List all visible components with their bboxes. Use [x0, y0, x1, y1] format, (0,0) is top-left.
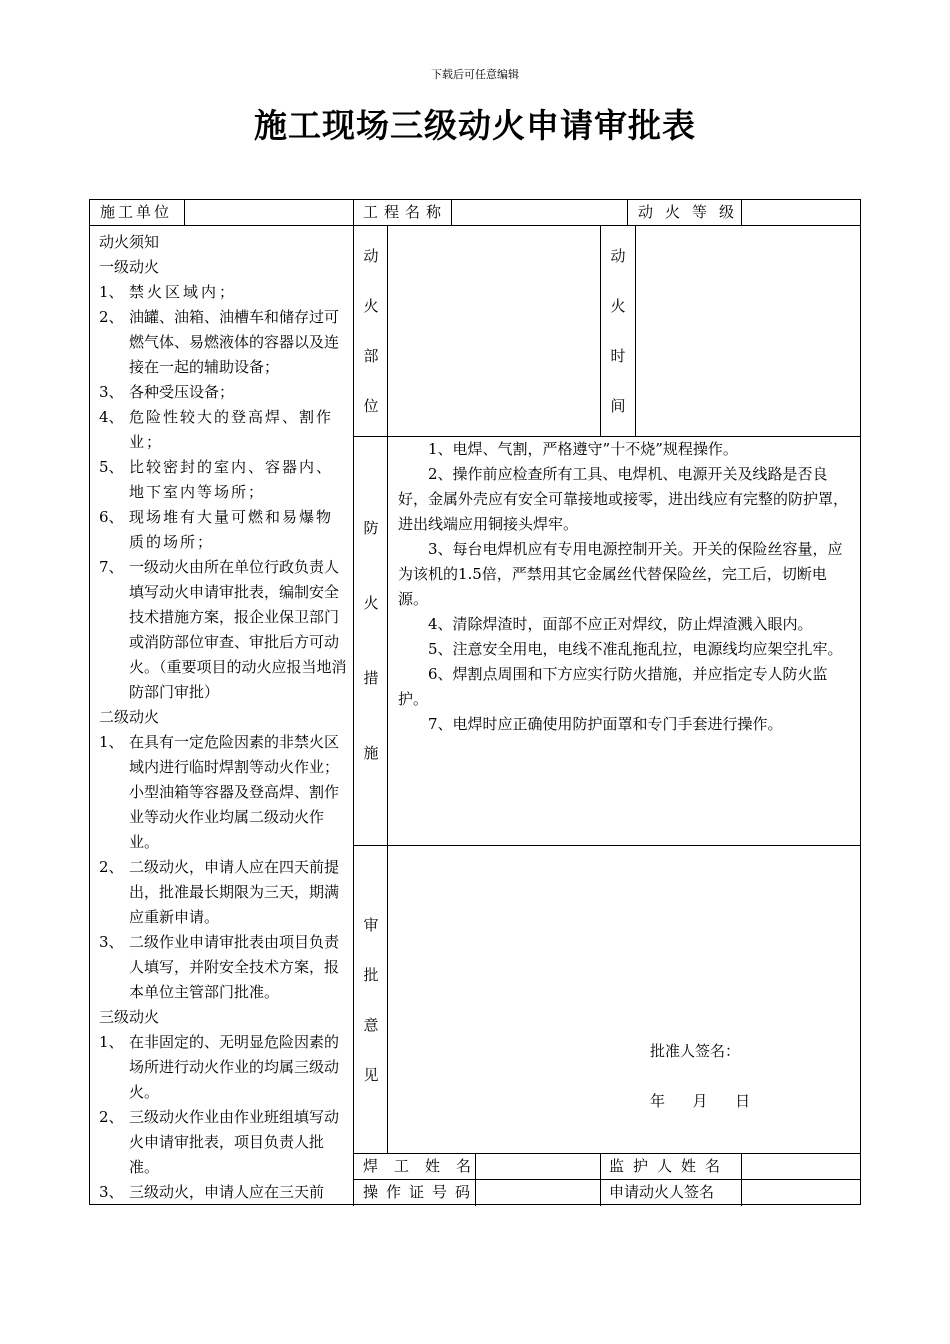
fire-level-field[interactable] — [743, 200, 858, 225]
level3-list — [99, 1030, 349, 1205]
list-item: 1、 禁火区域内； — [99, 283, 238, 301]
time-label-right-divider — [635, 225, 636, 436]
approval-opinion-label: 审 批 意 见 — [363, 916, 379, 1084]
approval-date-label: 年 月 日 — [650, 1092, 757, 1110]
measure-item: 2、操作前应检查所有工具、电焊机、电源开关及线路是否良好，金属外壳应有安全可靠接地或接零，进出线应有完整的防护罩，进出线端应用铜接头焊牢。 — [398, 465, 849, 533]
level2-title: 二级动火 — [99, 708, 160, 726]
list-item: 3、 三级动火，申请人应在三天前 — [99, 1183, 325, 1201]
fire-prevention-measures — [398, 437, 853, 737]
notice-heading: 动火须知 — [99, 233, 160, 251]
applicant-signature-field[interactable] — [743, 1180, 858, 1205]
approval-opinion-field[interactable] — [389, 847, 859, 1152]
project-label-divider — [451, 200, 452, 225]
project-name-label: 工程名称 — [363, 203, 448, 221]
welder-name-label: 焊工姓名 — [363, 1157, 488, 1175]
construction-unit-label: 施工单位 — [100, 203, 173, 221]
fire-location-field[interactable] — [389, 226, 599, 435]
supervisor-name-label: 监护人姓名 — [609, 1157, 730, 1175]
fire-notice — [99, 230, 349, 1205]
measure-item: 5、注意安全用电，电线不准乱拖乱拉，电源线均应架空扎牢。 — [428, 640, 843, 658]
level-label-left-divider — [627, 200, 628, 225]
list-item: 4、 危险性较大的登高焊、割作业； — [99, 408, 334, 451]
list-item: 3、 各种受压设备； — [99, 383, 235, 401]
measure-item: 3、每台电焊机应有专用电源控制开关。开关的保险丝容量，应为该机的1.5倍，严禁用其它金属丝代替保险丝，完工后，切断电源。 — [398, 540, 843, 608]
list-item: 3、 二级作业申请审批表由项目负责人填写，并附安全技术方案，报本单位主管部门批准。 — [99, 933, 340, 1001]
list-item: 7、 一级动火由所在单位行政负责人填写动火申请审批表，编制安全技术措施方案，报企业保卫部门或消防部位审查、审批后方可动火。（重要项目的动火应报当地消防部门审批） — [99, 558, 347, 701]
measures-row-bottom-line — [353, 845, 860, 846]
application-form — [89, 199, 861, 1205]
fire-time-field[interactable] — [637, 226, 859, 435]
approver-signature-label: 批准人签名： — [650, 1042, 741, 1060]
header-note: 下载后可任意编辑 — [431, 68, 519, 81]
cert-number-field[interactable] — [477, 1180, 599, 1205]
list-item: 6、 现场堆有大量可燃和易爆物质的场所； — [99, 508, 334, 551]
applicant-signature-label: 申请动火人签名 — [609, 1183, 715, 1201]
bottom-label-divider-3 — [741, 1153, 742, 1206]
project-name-field[interactable] — [453, 200, 625, 225]
level3-title: 三级动火 — [99, 1008, 160, 1026]
welder-name-field[interactable] — [477, 1154, 599, 1179]
page-title: 施工现场三级动火申请审批表 — [254, 106, 696, 145]
bottom-label-divider-2 — [600, 1153, 601, 1206]
list-item: 2、 二级动火，申请人应在四天前提出，批准最长期限为三天，期满应重新申请。 — [99, 858, 340, 926]
measure-item: 6、焊割点周围和下方应实行防火措施，并应指定专人防火监护。 — [398, 665, 828, 708]
cert-number-label: 操作证号码 — [363, 1183, 479, 1201]
list-item: 1、 在非固定的、无明显危险因素的场所进行动火作业的均属三级动火。 — [99, 1033, 340, 1101]
list-item: 2、 三级动火作业由作业班组填写动火申请审批表，项目负责人批准。 — [99, 1108, 340, 1176]
list-item: 2、 油罐、油箱、油槽车和储存过可燃气体、易燃液体的容器以及连接在一起的辅助设备； — [99, 308, 340, 376]
level1-title: 一级动火 — [99, 258, 160, 276]
fire-time-label: 动 火 时 间 — [610, 247, 626, 415]
level1-list — [99, 280, 349, 705]
fire-level-label: 动火等级 — [638, 203, 747, 221]
list-item: 5、 比较密封的室内、容器内、地下室内等场所； — [99, 458, 334, 501]
unit-label-divider — [184, 200, 185, 225]
list-item: 1、 在具有一定危险因素的非禁火区域内进行临时焊割等动火作业；小型油箱等容器及登高焊、割作业等动火作业均属二级动火作业。 — [99, 733, 340, 851]
measure-item: 1、电焊、气割，严格遵守”十不烧”规程操作。 — [428, 440, 738, 458]
measure-item: 4、清除焊渣时，面部不应正对焊纹，防止焊渣溅入眼内。 — [428, 615, 813, 633]
fire-prevention-label: 防 火 措 施 — [363, 519, 379, 762]
construction-unit-field[interactable] — [186, 200, 351, 225]
level2-list — [99, 730, 349, 1005]
measure-item: 7、电焊时应正确使用防护面罩和专门手套进行操作。 — [428, 715, 783, 733]
supervisor-name-field[interactable] — [743, 1154, 858, 1179]
fire-location-label: 动 火 部 位 — [363, 247, 379, 415]
